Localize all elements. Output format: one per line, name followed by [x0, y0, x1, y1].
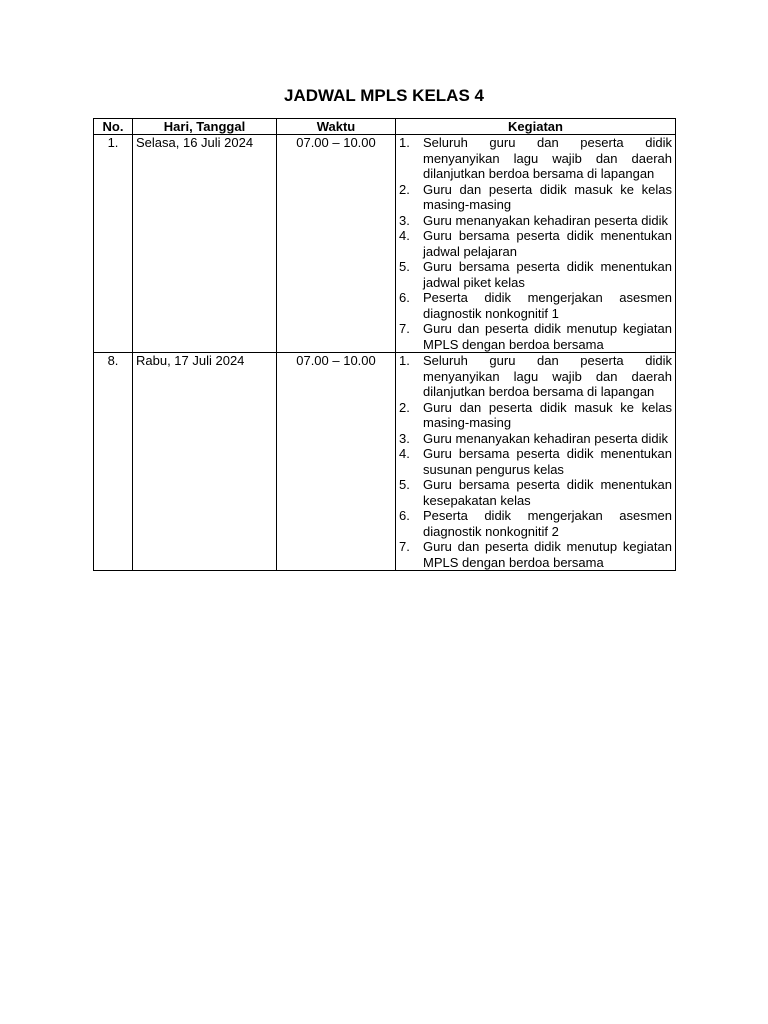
list-item-text: Guru bersama peserta didik menentukan jadwal piket kelas	[423, 259, 672, 290]
list-item-text: Peserta didik mengerjakan asesmen diagnostik nonkognitif 1	[423, 290, 672, 321]
row-activities	[396, 135, 676, 353]
table-row	[94, 353, 676, 571]
list-item	[399, 321, 672, 352]
row-time: 07.00 – 10.00	[277, 353, 396, 571]
list-item-number: 1.	[399, 135, 410, 150]
row-time: 07.00 – 10.00	[277, 135, 396, 353]
header-activities: Kegiatan	[396, 119, 676, 135]
list-item-number: 2.	[399, 181, 410, 197]
row-number: 1.	[94, 135, 133, 353]
list-item-text: Seluruh guru dan peserta didik menyanyikan lagu wajib dan daerah dilanjutkan berdoa bersama di lapangan	[423, 135, 672, 181]
list-item-text: Guru dan peserta didik menutup kegiatan MPLS dengan berdoa bersama	[423, 539, 672, 570]
list-item-number: 7.	[399, 539, 410, 554]
header-day-date: Hari, Tanggal	[133, 119, 277, 135]
table-row	[94, 135, 676, 353]
list-item-number: 2.	[399, 399, 410, 415]
row-activities	[396, 353, 676, 571]
schedule-table	[93, 118, 676, 571]
list-item-text: Guru dan peserta didik masuk ke kelas masing-masing	[423, 181, 672, 212]
header-time: Waktu	[277, 119, 396, 135]
list-item	[399, 353, 672, 400]
header-no: No.	[94, 119, 133, 135]
row-day-date: Rabu, 17 Juli 2024	[133, 353, 277, 571]
list-item	[399, 446, 672, 477]
row-day-date: Selasa, 16 Juli 2024	[133, 135, 277, 353]
list-item-number: 5.	[399, 477, 410, 492]
list-item-number: 7.	[399, 321, 410, 336]
document-title: JADWAL MPLS KELAS 4	[284, 86, 484, 105]
list-item-text: Guru bersama peserta didik menentukan susunan pengurus kelas	[423, 446, 672, 477]
list-item	[399, 508, 672, 539]
list-item	[399, 182, 672, 213]
list-item-number: 4.	[399, 446, 410, 461]
list-item	[399, 135, 672, 182]
list-item	[399, 290, 672, 321]
row-number: 8.	[94, 353, 133, 571]
list-item-text: Guru bersama peserta didik menentukan jadwal pelajaran	[423, 228, 672, 259]
list-item-text: Peserta didik mengerjakan asesmen diagnostik nonkognitif 2	[423, 508, 672, 539]
list-item-text: Guru bersama peserta didik menentukan kesepakatan kelas	[423, 477, 672, 508]
list-item-text: Guru menanyakan kehadiran peserta didik	[423, 430, 668, 446]
list-item-number: 6.	[399, 508, 410, 523]
list-item-text: Seluruh guru dan peserta didik menyanyikan lagu wajib dan daerah dilanjutkan berdoa bersama di lapangan	[423, 353, 672, 399]
list-item-number: 6.	[399, 290, 410, 305]
list-item-number: 1.	[399, 353, 410, 368]
list-item	[399, 400, 672, 431]
list-item	[399, 228, 672, 259]
activity-list	[399, 353, 672, 570]
list-item-number: 5.	[399, 259, 410, 274]
list-item-number: 3.	[399, 430, 410, 446]
table-header-row	[94, 119, 676, 135]
list-item-text: Guru dan peserta didik menutup kegiatan MPLS dengan berdoa bersama	[423, 321, 672, 352]
list-item	[399, 431, 672, 447]
list-item	[399, 477, 672, 508]
activity-list	[399, 135, 672, 352]
list-item	[399, 539, 672, 570]
list-item-number: 3.	[399, 212, 410, 228]
list-item	[399, 259, 672, 290]
list-item-number: 4.	[399, 228, 410, 243]
list-item	[399, 213, 672, 229]
list-item-text: Guru menanyakan kehadiran peserta didik	[423, 212, 668, 228]
list-item-text: Guru dan peserta didik masuk ke kelas masing-masing	[423, 399, 672, 430]
